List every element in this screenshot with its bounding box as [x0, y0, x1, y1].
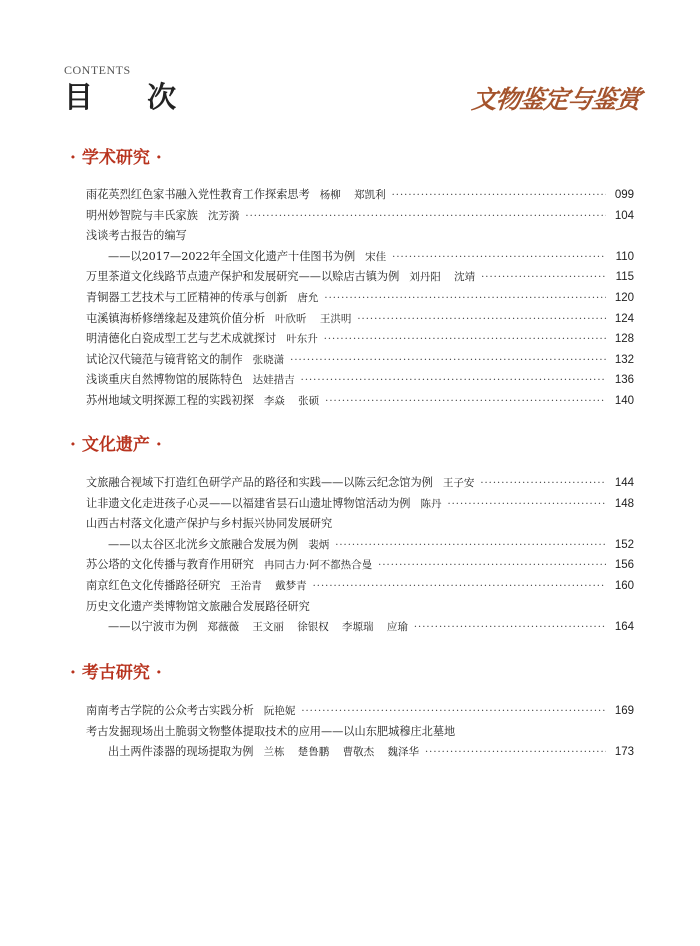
- entry-page-number: 140: [614, 394, 634, 407]
- toc-entry[interactable]: [86, 185, 634, 206]
- dot-leader: [313, 577, 606, 598]
- dot-leader: [324, 289, 606, 310]
- entry-authors: 郑薇薇 王文丽 徐银权 李塬瑞 应瑜: [207, 621, 408, 634]
- entry-title: ——以宁波市为例: [108, 620, 198, 634]
- entry-authors: 沈芳漪: [207, 209, 240, 222]
- entry-title: 出土两件漆器的现场提取为例: [108, 745, 254, 759]
- entry-page-number: 104: [614, 209, 634, 222]
- toc-entry[interactable]: [86, 722, 634, 743]
- entry-authors: 唐允: [297, 291, 319, 304]
- section-list-heritage: [86, 473, 634, 638]
- section-list-academic: [86, 185, 634, 412]
- entry-authors: 叶东升: [286, 333, 318, 346]
- entry-authors: 冉同古力·阿不都热合曼: [263, 559, 373, 572]
- toc-entry[interactable]: [86, 391, 634, 412]
- dot-leader: [301, 371, 606, 392]
- entry-authors: 杨柳 郑凯利: [319, 189, 386, 201]
- entry-authors: 裴炳: [308, 538, 330, 551]
- entry-page-number: 169: [614, 705, 634, 717]
- page-title: 目 次: [64, 80, 199, 114]
- entry-page-number: 152: [614, 538, 634, 551]
- dot-leader: [392, 248, 606, 269]
- toc-entry[interactable]: [86, 309, 634, 330]
- toc-entry[interactable]: [86, 288, 634, 309]
- dot-leader: [425, 743, 606, 764]
- entry-authors: 王治青 戴梦青: [230, 579, 307, 592]
- entry-title: 万里茶道文化线路节点遗产保护和发展研究——以赊店古镇为例: [86, 270, 400, 284]
- entry-title: 考古发掘现场出土脆弱文物整体提取技术的应用——以山东肥城穆庄北墓地: [86, 724, 456, 738]
- section-heading-heritage: · 文化遗产 ·: [70, 435, 162, 455]
- toc-entry[interactable]: [86, 514, 634, 535]
- entry-page-number: 124: [614, 312, 634, 325]
- toc-entry[interactable]: [86, 597, 634, 618]
- entry-title: 南京红色文化传播路径研究: [86, 578, 221, 592]
- dot-leader: [392, 186, 606, 207]
- entry-title: 山西古村落文化遗产保护与乡村振兴协同发展研究: [86, 517, 333, 531]
- dot-leader: [480, 474, 606, 495]
- dot-leader: [481, 268, 606, 289]
- entry-title: 南南考古学院的公众考古实践分析: [86, 704, 254, 717]
- entry-page-number: 115: [615, 271, 634, 284]
- toc-entry[interactable]: [86, 247, 634, 268]
- toc-entry[interactable]: [86, 555, 634, 576]
- toc-entry[interactable]: [86, 329, 634, 350]
- toc-entry[interactable]: [86, 370, 634, 391]
- entry-title: 明清德化白瓷成型工艺与艺术成就探讨: [86, 332, 277, 346]
- entry-title: 雨花英烈红色家书融入党性教育工作探索思考: [86, 188, 310, 201]
- entry-title: 苏公塔的文化传播与教育作用研究: [86, 558, 254, 572]
- dot-leader: [335, 536, 606, 557]
- entry-page-number: 120: [614, 291, 634, 304]
- entry-authors: 王子安: [442, 477, 475, 489]
- entry-title: 文旅融合视域下打造红色研学产品的路径和实践——以陈云纪念馆为例: [86, 476, 433, 489]
- entry-page-number: 156: [614, 559, 634, 572]
- entry-title: 让非遗文化走进孩子心灵——以福建省昙石山遗址博物馆活动为例: [86, 496, 411, 510]
- entry-page-number: 099: [614, 189, 634, 201]
- entry-title: 历史文化遗产类博物馆文旅融合发展路径研究: [86, 599, 310, 613]
- entry-title: 浅谈考古报告的编写: [86, 229, 187, 243]
- entry-authors: 李焱 张硕: [263, 394, 320, 407]
- entry-title: 试论汉代镜范与镜背铭文的制作: [86, 352, 243, 366]
- toc-entry[interactable]: [86, 535, 634, 556]
- entry-title: 青铜器工艺技术与工匠精神的传承与创新: [86, 290, 288, 304]
- toc-entry[interactable]: [86, 226, 634, 247]
- toc-entry[interactable]: [86, 206, 634, 227]
- journal-logo: 文物鉴定与鉴赏: [470, 85, 642, 114]
- toc-entry[interactable]: [86, 617, 634, 638]
- toc-entry[interactable]: [86, 576, 634, 597]
- entry-page-number: 144: [614, 477, 634, 489]
- dot-leader: [290, 351, 606, 372]
- entry-title: 屯溪镇海桥修缮缘起及建筑价值分析: [86, 311, 266, 325]
- entry-authors: 宋佳: [365, 250, 387, 263]
- entry-authors: 达娃措吉: [252, 374, 295, 387]
- toc-entry[interactable]: [86, 701, 634, 722]
- entry-page-number: 160: [614, 579, 634, 592]
- dot-leader: [301, 702, 606, 723]
- entry-title: 明州妙智院与丰氏家族: [86, 208, 198, 222]
- entry-title: 浅谈重庆自然博物馆的展陈特色: [86, 373, 243, 387]
- dot-leader: [414, 618, 606, 639]
- entry-page-number: 148: [614, 497, 634, 510]
- toc-entry[interactable]: [86, 742, 634, 763]
- entry-page-number: 110: [615, 250, 634, 263]
- toc-entry[interactable]: [86, 350, 634, 371]
- dot-leader: [324, 330, 606, 351]
- entry-authors: 张晓潇: [252, 353, 285, 366]
- entry-title: ——以2017—2022年全国文化遗产十佳图书为例: [108, 249, 356, 263]
- toc-entry[interactable]: [86, 494, 634, 515]
- dot-leader: [357, 310, 606, 331]
- entry-page-number: 136: [614, 374, 634, 387]
- entry-page-number: 164: [614, 621, 634, 634]
- dot-leader: [245, 207, 606, 228]
- entry-authors: 阮艳妮: [263, 705, 296, 717]
- dot-leader: [378, 556, 606, 577]
- section-heading-academic: · 学术研究 ·: [70, 148, 162, 168]
- dot-leader: [325, 392, 606, 413]
- section-heading-archaeology: · 考古研究 ·: [70, 663, 162, 683]
- entry-authors: 陈丹: [420, 497, 442, 510]
- entry-title: 苏州地域文明探源工程的实践初探: [86, 393, 254, 407]
- entry-page-number: 173: [614, 746, 634, 759]
- entry-page-number: 132: [614, 353, 634, 366]
- entry-authors: 兰栋 楚鲁鹏 曹敬杰 魏泽华: [263, 746, 419, 759]
- toc-entry[interactable]: [86, 267, 634, 288]
- entry-authors: 叶欣昕 王洪明: [275, 312, 352, 325]
- entry-title: ——以太谷区北洸乡文旅融合发展为例: [108, 537, 299, 551]
- dot-leader: [447, 495, 606, 516]
- entry-authors: 刘丹阳 沈靖: [409, 271, 476, 284]
- section-list-archaeology: [86, 701, 634, 763]
- entry-page-number: 128: [614, 333, 634, 346]
- contents-label: CONTENTS: [64, 63, 131, 77]
- toc-entry[interactable]: [86, 473, 634, 494]
